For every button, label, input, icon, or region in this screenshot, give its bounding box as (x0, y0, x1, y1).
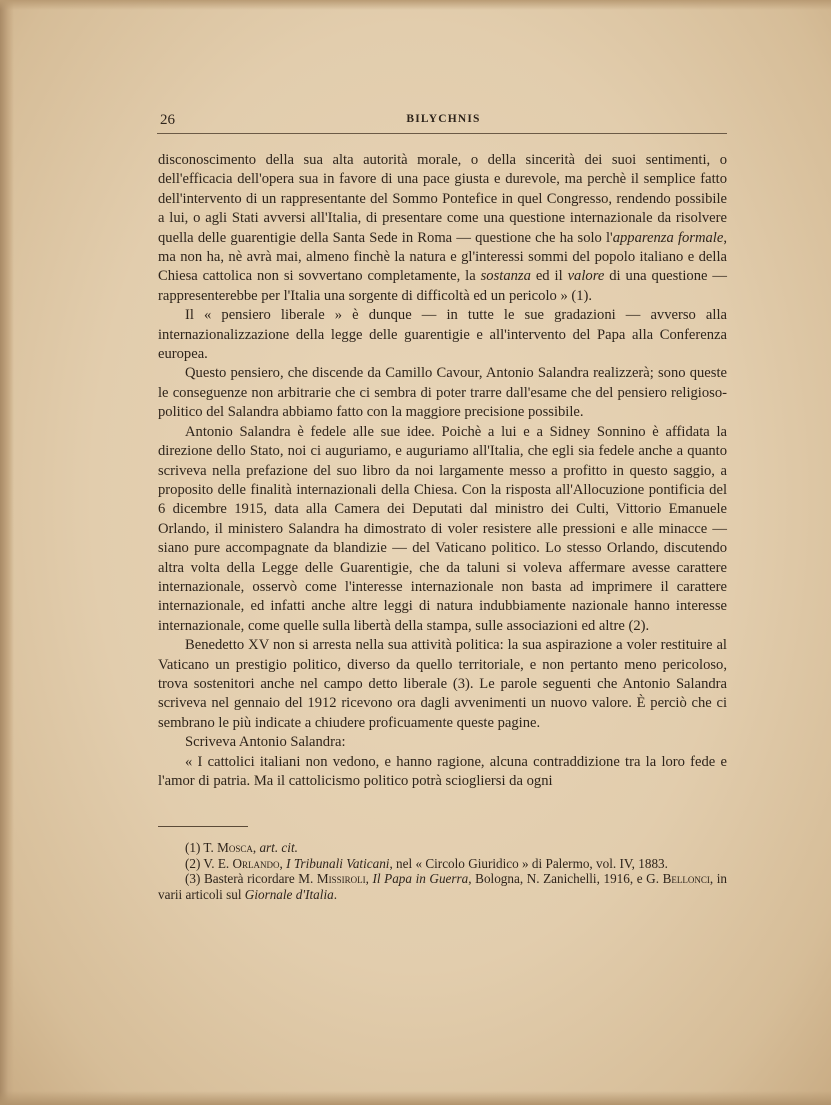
page-edge-shadow-top (0, 0, 831, 10)
paragraph-7: « I cattolici italiani non vedono, e hanno ragione, alcuna contraddizione tra la loro fede e l'amor di patria. Ma il cattolicismo politico potrà sciogliersi da ogni (158, 753, 727, 789)
footnote-3: (3) Basterà ricordare M. Missiroli, Il Papa in Guerra, Bologna, N. Zanichelli, 1916, e G. Bellonci, in varii articoli sul Giornale d'Italia. (158, 871, 728, 902)
journal-title: BILYCHNIS (406, 113, 481, 125)
paragraph-6: Scriveva Antonio Salandra: (185, 734, 346, 751)
paragraph-4: Antonio Salandra è fedele alle sue idee. Poichè a lui e a Sidney Sonnino è affidata la direzione dello Stato, noi ci auguriamo, e auguriamo all'Italia, che egli sia fedele anche a quanto scriveva nella prefazione del suo libro da noi largamente messo a profitto in questo saggio, a proposito delle finalità internazionali della Chiesa. Con la risposta all'Allocuzione pontificia del 6 dicembre 1915, data alla Camera dei Deputati dal ministro dei Culti, Vittorio Emanuele Orlando, il ministero Salandra ha dimostrato di voler resistere alle pressioni e alle minacce — siano pure accompagnate da blandizie — del Vaticano politico. Lo stesso Orlando, discutendo altra volta della Legge delle Guarentigie, che da taluni si voleva affermare avesse carattere internazionale, osservò come l'interesse internazionale non basta ad imprimere il carattere internazionale, ed infatti anche altre leggi di natura indubbiamente nazionale hanno interesse internazionale, come quelle sulla libertà della stampa, sulle associazioni ed altre (2). (158, 423, 727, 634)
body-text (158, 151, 727, 791)
page-edge-shadow-bottom (0, 1091, 831, 1105)
header-rule (157, 133, 727, 134)
footnote-2: (2) V. E. Orlando, I Tribunali Vaticani, nel « Circolo Giuridico » di Palermo, vol. IV, 1883. (185, 855, 668, 871)
paragraph-1: disconoscimento della sua alta autorità morale, o della sincerità dei suoi sentimenti, o dell'efficacia dell'opera sua in favore di una pace giusta e durevole, ma perchè il semplice fatto dell'intervento di un rappresentante del Sommo Pontefice in quel Congresso, rendendo possibile a lui, o agli Stati avversi all'Italia, di presentare come una questione internazionale da risolvere quella delle guarentigie della Santa Sede in Roma — questione che ha solo l'apparenza formale, ma non ha, nè avrà mai, almeno finchè la natura e gl'interessi sommi del popolo italiano e della Chiesa cattolica non si sovvertano completamente, la sostanza ed il valore di una questione — rappresenterebbe per l'Italia una sorgente di difficoltà ed un pericolo » (1). (158, 152, 727, 304)
footnote-rule (158, 826, 248, 827)
page-edge-shadow-left (0, 0, 14, 1105)
paragraph-3: Questo pensiero, che discende da Camillo Cavour, Antonio Salandra realizzerà; sono queste le conseguenze non arbitrarie che ci sembra di poter trarre dall'esame che del pensiero religioso-politico del Salandra abbiamo fatto con la maggiore precisione possibile. (158, 365, 727, 421)
footnotes (158, 840, 727, 902)
running-head (160, 112, 727, 134)
paragraph-2: Il « pensiero liberale » è dunque — in tutte le sue gradazioni — avverso alla internazionalizzazione della legge delle guarentigie e all'intervento del Papa alla Conferenza europea. (158, 307, 727, 363)
page-number: 26 (160, 112, 175, 128)
paragraph-5: Benedetto XV non si arresta nella sua attività politica: la sua aspirazione a voler restituire al Vaticano un prestigio politico, diverso da quello territoriale, e non pertanto meno pericoloso, trova sostenitori anche nel campo detto liberale (3). Le parole seguenti che Antonio Salandra scriveva nel gennaio del 1912 ricevono ora dagli avvenimenti un nuovo valore. È perciò che ci sembrano le più indicate a chiudere proficuamente queste pagine. (158, 637, 727, 731)
footnote-1: (1) T. Mosca, art. cit. (185, 840, 298, 855)
